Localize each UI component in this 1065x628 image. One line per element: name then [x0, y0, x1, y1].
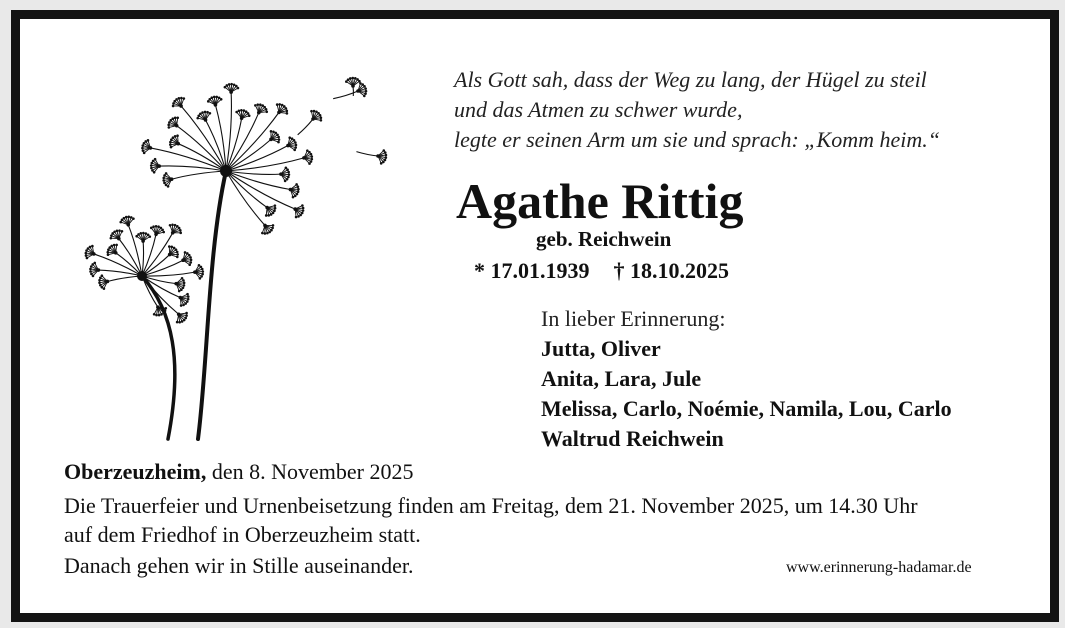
deceased-name: Agathe Rittig [456, 173, 744, 229]
obituary-card [11, 10, 1059, 622]
dandelion-icon [58, 61, 418, 441]
service-notice [64, 491, 1024, 549]
quote-line: Als Gott sah, dass der Weg zu lang, der Hügel zu steil [454, 67, 927, 92]
date: den 8. November 2025 [206, 459, 414, 484]
mourner-line: Melissa, Carlo, Noémie, Namila, Lou, Carlo [541, 396, 952, 421]
website-link[interactable]: www.erinnerung-hadamar.de [786, 559, 972, 576]
maiden-name: geb. Reichwein [536, 227, 672, 251]
life-dates [474, 257, 729, 285]
mourner-line: Waltrud Reichwein [541, 426, 724, 451]
quote-line: legte er seinen Arm um sie und sprach: „Komm heim.“ [454, 127, 940, 152]
mourner-line: Jutta, Oliver [541, 336, 661, 361]
place: Oberzeuzheim, [64, 459, 207, 484]
quote-line: und das Atmen zu schwer wurde, [454, 97, 743, 122]
mourners [541, 304, 952, 454]
quote [454, 65, 940, 155]
closing-text: Danach gehen wir in Stille auseinander. [64, 553, 414, 578]
death-date: † 18.10.2025 [613, 258, 729, 283]
place-date [64, 458, 413, 486]
birth-date: * 17.01.1939 [474, 258, 590, 283]
mourner-line: Anita, Lara, Jule [541, 366, 702, 391]
service-line: auf dem Friedhof in Oberzeuzheim statt. [64, 522, 421, 547]
service-line: Die Trauerfeier und Urnenbeisetzung finden am Freitag, dem 21. November 2025, um 14.30 Uhr [64, 493, 918, 518]
mourners-intro: In lieber Erinnerung: [541, 306, 726, 331]
